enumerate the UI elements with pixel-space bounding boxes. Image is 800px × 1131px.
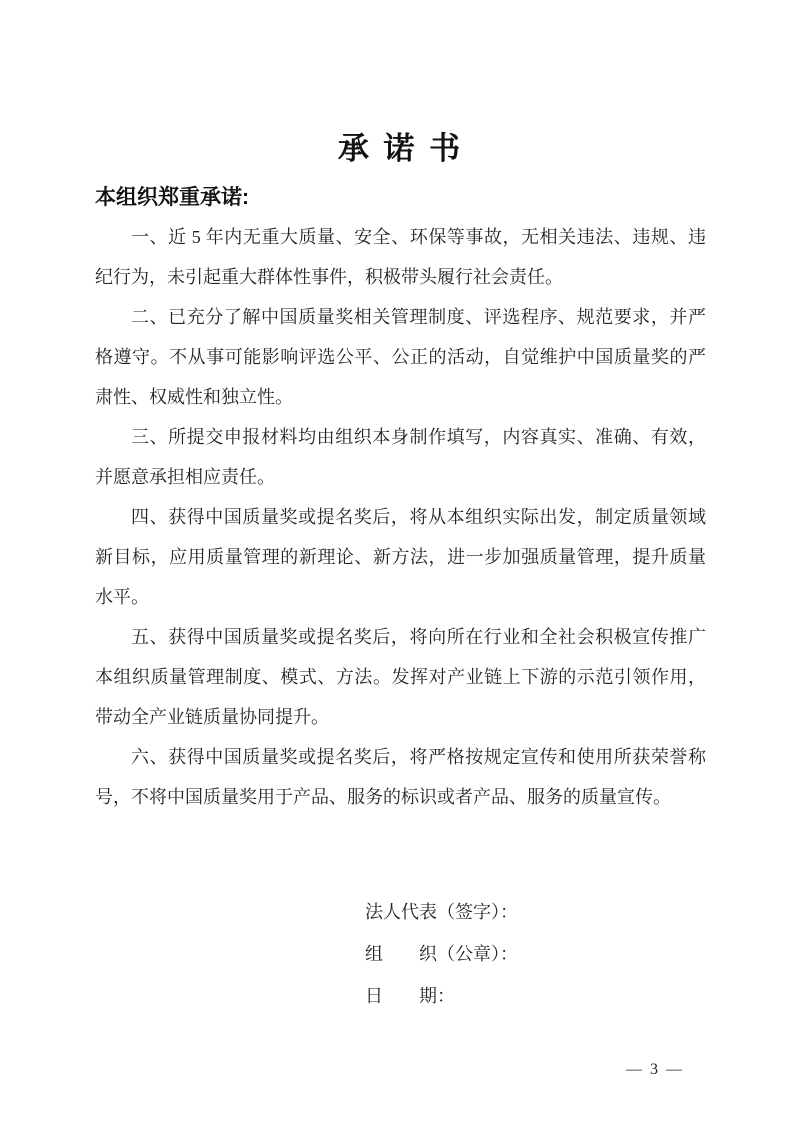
pledge-item-1: 一、近 5 年内无重大质量、安全、环保等事故，无相关违法、违规、违纪行为，未引起重大群体性事件，积极带头履行社会责任。	[95, 226, 706, 287]
pledge-heading: 本组织郑重承诺:	[95, 185, 249, 209]
signature-line-organization: 组 织（公章）：	[365, 943, 518, 964]
pledge-item-6: 六、获得中国质量奖或提名奖后，将严格按规定宣传和使用所获荣誉称号，不将中国质量奖用于产品、服务的标识或者产品、服务的质量宣传。	[95, 746, 706, 807]
document-title: 承 诺 书	[337, 131, 464, 166]
signature-line-legal-representative: 法人代表（签字）：	[365, 901, 518, 922]
pledge-item-3: 三、所提交申报材料均由组织本身制作填写，内容真实、准确、有效，并愿意承担相应责任。	[95, 426, 706, 487]
page-number: — 3 —	[626, 1061, 684, 1078]
pledge-item-2: 二、已充分了解中国质量奖相关管理制度、评选程序、规范要求，并严格遵守。不从事可能影响评选公平、公正的活动，自觉维护中国质量奖的严肃性、权威性和独立性。	[95, 306, 706, 407]
signature-block	[365, 891, 706, 1017]
pledge-item-5: 五、获得中国质量奖或提名奖后，将向所在行业和全社会积极宣传推广本组织质量管理制度、模式、方法。发挥对产业链上下游的示范引领作用，带动全产业链质量协同提升。	[95, 626, 706, 727]
pledge-list	[95, 217, 706, 817]
signature-line-date: 日 期：	[365, 985, 455, 1006]
pledge-item-4: 四、获得中国质量奖或提名奖后，将从本组织实际出发，制定质量领域新目标，应用质量管理的新理论、新方法，进一步加强质量管理，提升质量水平。	[95, 506, 706, 607]
